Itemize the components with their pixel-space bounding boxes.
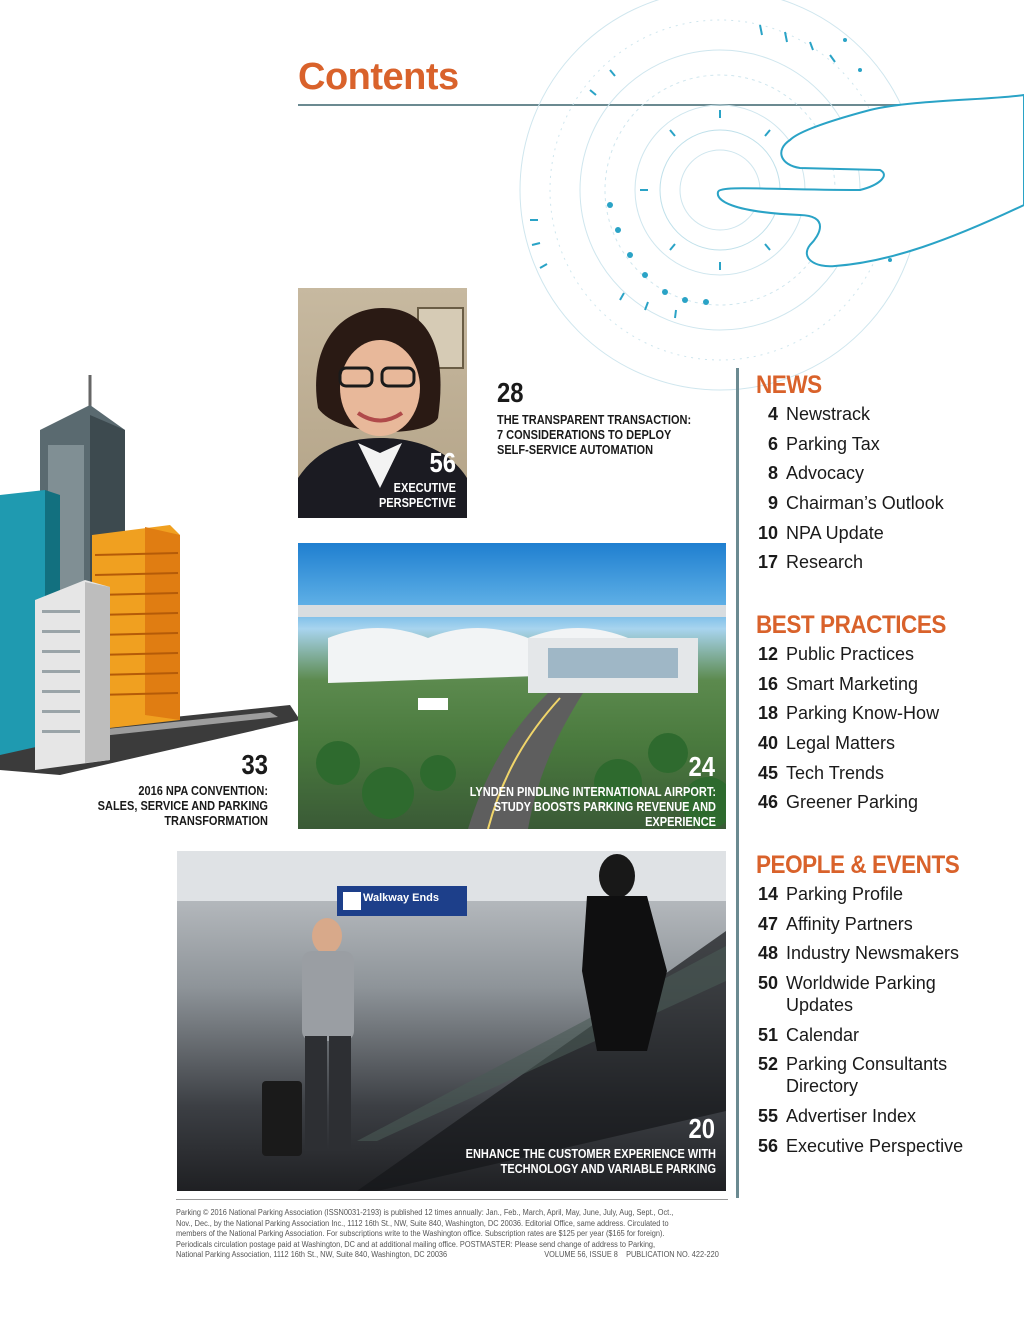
toc-item[interactable]: 51 Calendar <box>757 1024 860 1045</box>
toc-item[interactable]: 47 Affinity Partners <box>757 913 913 934</box>
section-people-events <box>756 851 996 1157</box>
toc-item[interactable]: 46 Greener Parking <box>757 792 919 813</box>
sidebar-divider <box>736 368 739 1198</box>
airport-page-number: 24 <box>688 751 715 782</box>
toc-item[interactable]: 52 Parking Consultants Directory <box>757 1054 948 1097</box>
toc-item[interactable]: 12 Public Practices <box>757 644 915 664</box>
toc-item[interactable]: 4 Newstrack <box>767 404 871 424</box>
section-heading-best-practices: BEST PRACTICES <box>756 611 946 639</box>
toc-item[interactable]: 48 Industry Newsmakers <box>757 943 960 964</box>
customer-page-number: 20 <box>688 1113 715 1144</box>
footer-divider <box>176 1199 728 1200</box>
transparent-caption[interactable]: THE TRANSPARENT TRANSACTION: 7 CONSIDERATIONS TO DEPLOY SELF-SERVICE AUTOMATION <box>497 413 692 457</box>
toc-item[interactable]: 9 Chairman’s Outlook <box>767 493 944 514</box>
convention-caption[interactable]: 2016 NPA CONVENTION: SALES, SERVICE AND PARKING TRANSFORMATION <box>97 784 268 828</box>
toc-item[interactable]: 56 Executive Perspective <box>757 1135 964 1156</box>
airport-caption[interactable]: LYNDEN PINDLING INTERNATIONAL AIRPORT: STUDY BOOSTS PARKING REVENUE AND EXPERIENCE <box>469 785 716 829</box>
city-buildings-illustration <box>0 375 300 785</box>
section-heading-news: NEWS <box>756 371 822 399</box>
toc-item[interactable]: 45 Tech Trends <box>757 762 885 783</box>
section-heading-people-events: PEOPLE & EVENTS <box>756 851 960 879</box>
toc-item[interactable]: 50 Worldwide Parking Updates <box>757 973 936 1016</box>
convention-page-number: 33 <box>241 749 268 780</box>
toc-item[interactable]: 55 Advertiser Index <box>757 1106 917 1127</box>
toc-item[interactable]: 10 NPA Update <box>757 522 884 543</box>
toc-item[interactable]: 6 Parking Tax <box>767 433 880 454</box>
toc-item[interactable]: 14 Parking Profile <box>757 884 904 904</box>
exec-page-number: 56 <box>429 447 456 478</box>
section-news <box>756 371 996 573</box>
toc-item[interactable]: 18 Parking Know-How <box>757 703 940 724</box>
exec-caption: EXECUTIVE PERSPECTIVE <box>378 481 456 510</box>
walkway-photo <box>177 851 726 1191</box>
toc-item[interactable]: 17 Research <box>757 552 864 573</box>
toc-item[interactable]: 16 Smart Marketing <box>757 673 919 694</box>
walkway-sign: Walkway Ends <box>363 892 440 904</box>
toc-item[interactable]: 40 Legal Matters <box>757 733 896 754</box>
page-title: Contents <box>298 56 459 98</box>
publication-notice: Parking © 2016 National Parking Association (ISSN0031-2193) is published 12 times annually: Jan., Feb., March, April, May, June, July, Aug, Sept., Oct., Nov., Dec., by the National Parking Association Inc., 1112 16th St., NW, Suite 840, Washington, DC 20036. Editorial Office, same address. Circulated to members of the National Parking Association. For subscriptions write to the Washington office. Subscription rates are $125 per year ($165 for foreign). Periodicals circulation postage paid at Washington, DC and at additional mailing office. POSTMASTER: Please send change of address to Parking, National Parking Association, 1112 16th St., NW, Suite 840, Washington, DC 20036 VOLUME 56, ISSUE 8 PUBLICATION NO. 422-220 <box>176 1208 719 1259</box>
toc-item[interactable]: 8 Advocacy <box>767 463 865 484</box>
digital-touch-illustration <box>470 0 1024 400</box>
section-best-practices <box>756 611 996 813</box>
volume-publication-line: VOLUME 56, ISSUE 8 PUBLICATION NO. 422-220 <box>544 1250 719 1259</box>
transparent-page-number: 28 <box>497 377 524 408</box>
customer-caption[interactable]: ENHANCE THE CUSTOMER EXPERIENCE WITH TECHNOLOGY AND VARIABLE PARKING <box>465 1147 716 1176</box>
